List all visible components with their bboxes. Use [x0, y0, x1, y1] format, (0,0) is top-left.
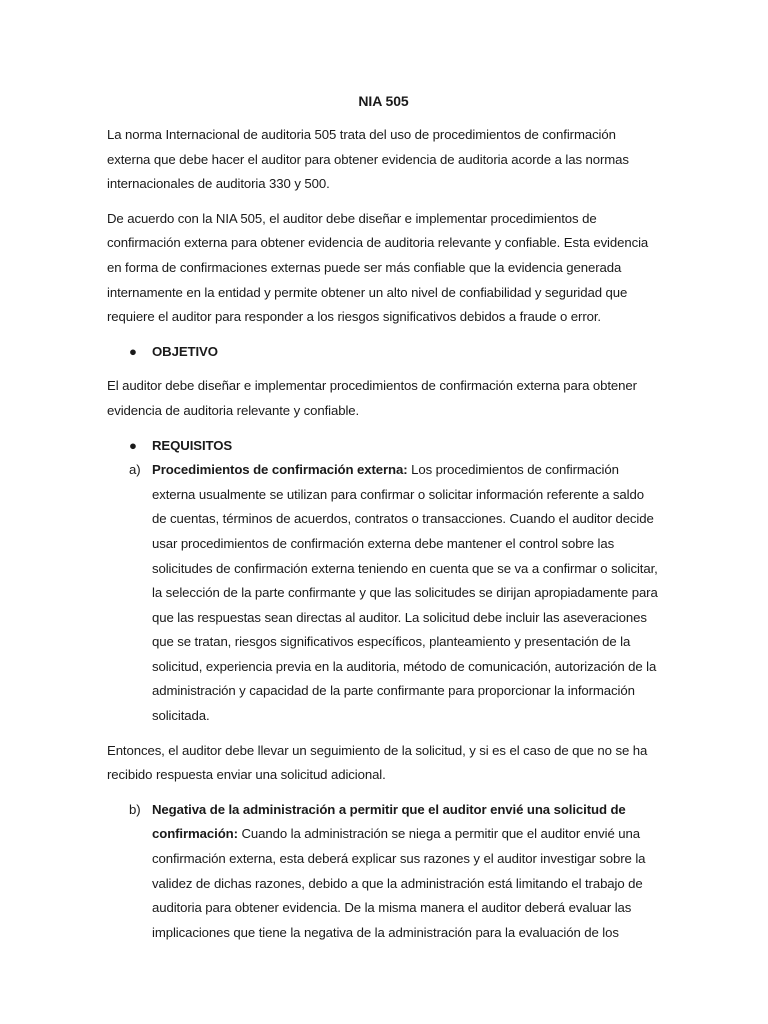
list-item-a: [107, 458, 660, 729]
list-marker-b: b): [129, 801, 141, 817]
list-item-a-lead: Procedimientos de confirmación externa:: [152, 462, 408, 478]
bullet-icon: ●: [129, 343, 137, 359]
list-item-b: [107, 798, 660, 946]
objetivo-heading: [107, 340, 660, 365]
bullet-icon: ●: [129, 437, 137, 453]
document-title: NIA 505: [358, 93, 409, 109]
intro-paragraph-2: De acuerdo con la NIA 505, el auditor debe diseñar e implementar procedimientos de confirmación externa para obtener evidencia de auditoria relevante y confiable. Esta evidencia en forma de confirmaciones externas puede ser más confiable que la evidencia generada internamente en la entidad y permite obtener un alto nivel de confiabilidad y seguridad que requiere el auditor para responder a los riesgos significativos debidos a fraude o error.: [107, 210, 649, 325]
document-body: [107, 92, 660, 955]
list-item-b-lead: Negativa de la administración a permitir que el auditor envié una solicitud de confirmación:: [152, 801, 626, 842]
list-item-b-text: Cuando la administración se niega a permitir que el auditor envié una confirmación externa, esta deberá explicar sus razones y el auditor investigar sobre la validez de dichas razones, debido a que la administración está limitando el trabajo de auditoria para obtener evidencia. De la misma manera el auditor deberá evaluar las implicaciones que tiene la negativa de la administración para la evaluación de los: [152, 826, 646, 940]
entonces-paragraph: Entonces, el auditor debe llevar un seguimiento de la solicitud, y si es el caso de que no se ha recibido respuesta enviar una solicitud adicional.: [107, 742, 648, 783]
requisitos-heading-label: REQUISITOS: [152, 437, 233, 453]
objetivo-heading-label: OBJETIVO: [152, 343, 218, 359]
list-marker-a: a): [129, 462, 141, 478]
requisitos-heading: [107, 434, 660, 459]
objetivo-paragraph: El auditor debe diseñar e implementar procedimientos de confirmación externa para obtener evidencia de auditoria relevante y confiable.: [107, 378, 637, 418]
intro-paragraph-1: La norma Internacional de auditoria 505 trata del uso de procedimientos de confirmación externa que debe hacer el auditor para obtener evidencia de auditoria acorde a las normas internacionales de auditoria 330 y 500.: [107, 127, 629, 192]
list-item-a-text: Los procedimientos de confirmación externa usualmente se utilizan para confirmar o solicitar información referente a saldo de cuentas, términos de acuerdos, contratos o transacciones. Cuando el auditor decide usar procedimientos de confirmación externa debe mantener el control sobre las solicitudes de confirmación externa teniendo en cuenta que se va a confirmar o solicitar, la selección de la parte confirmante y que las solicitudes se dirijan apropiadamente para que las respuestas sean directas al auditor. La solicitud debe incluir las aseveraciones que se tratan, riesgos significativos específicos, planteamiento y presentación de la solicitud, experiencia previa en la auditoria, método de comunicación, autorización de la administración y capacidad de la parte confirmante para proporcionar la información solicitada.: [152, 462, 658, 724]
